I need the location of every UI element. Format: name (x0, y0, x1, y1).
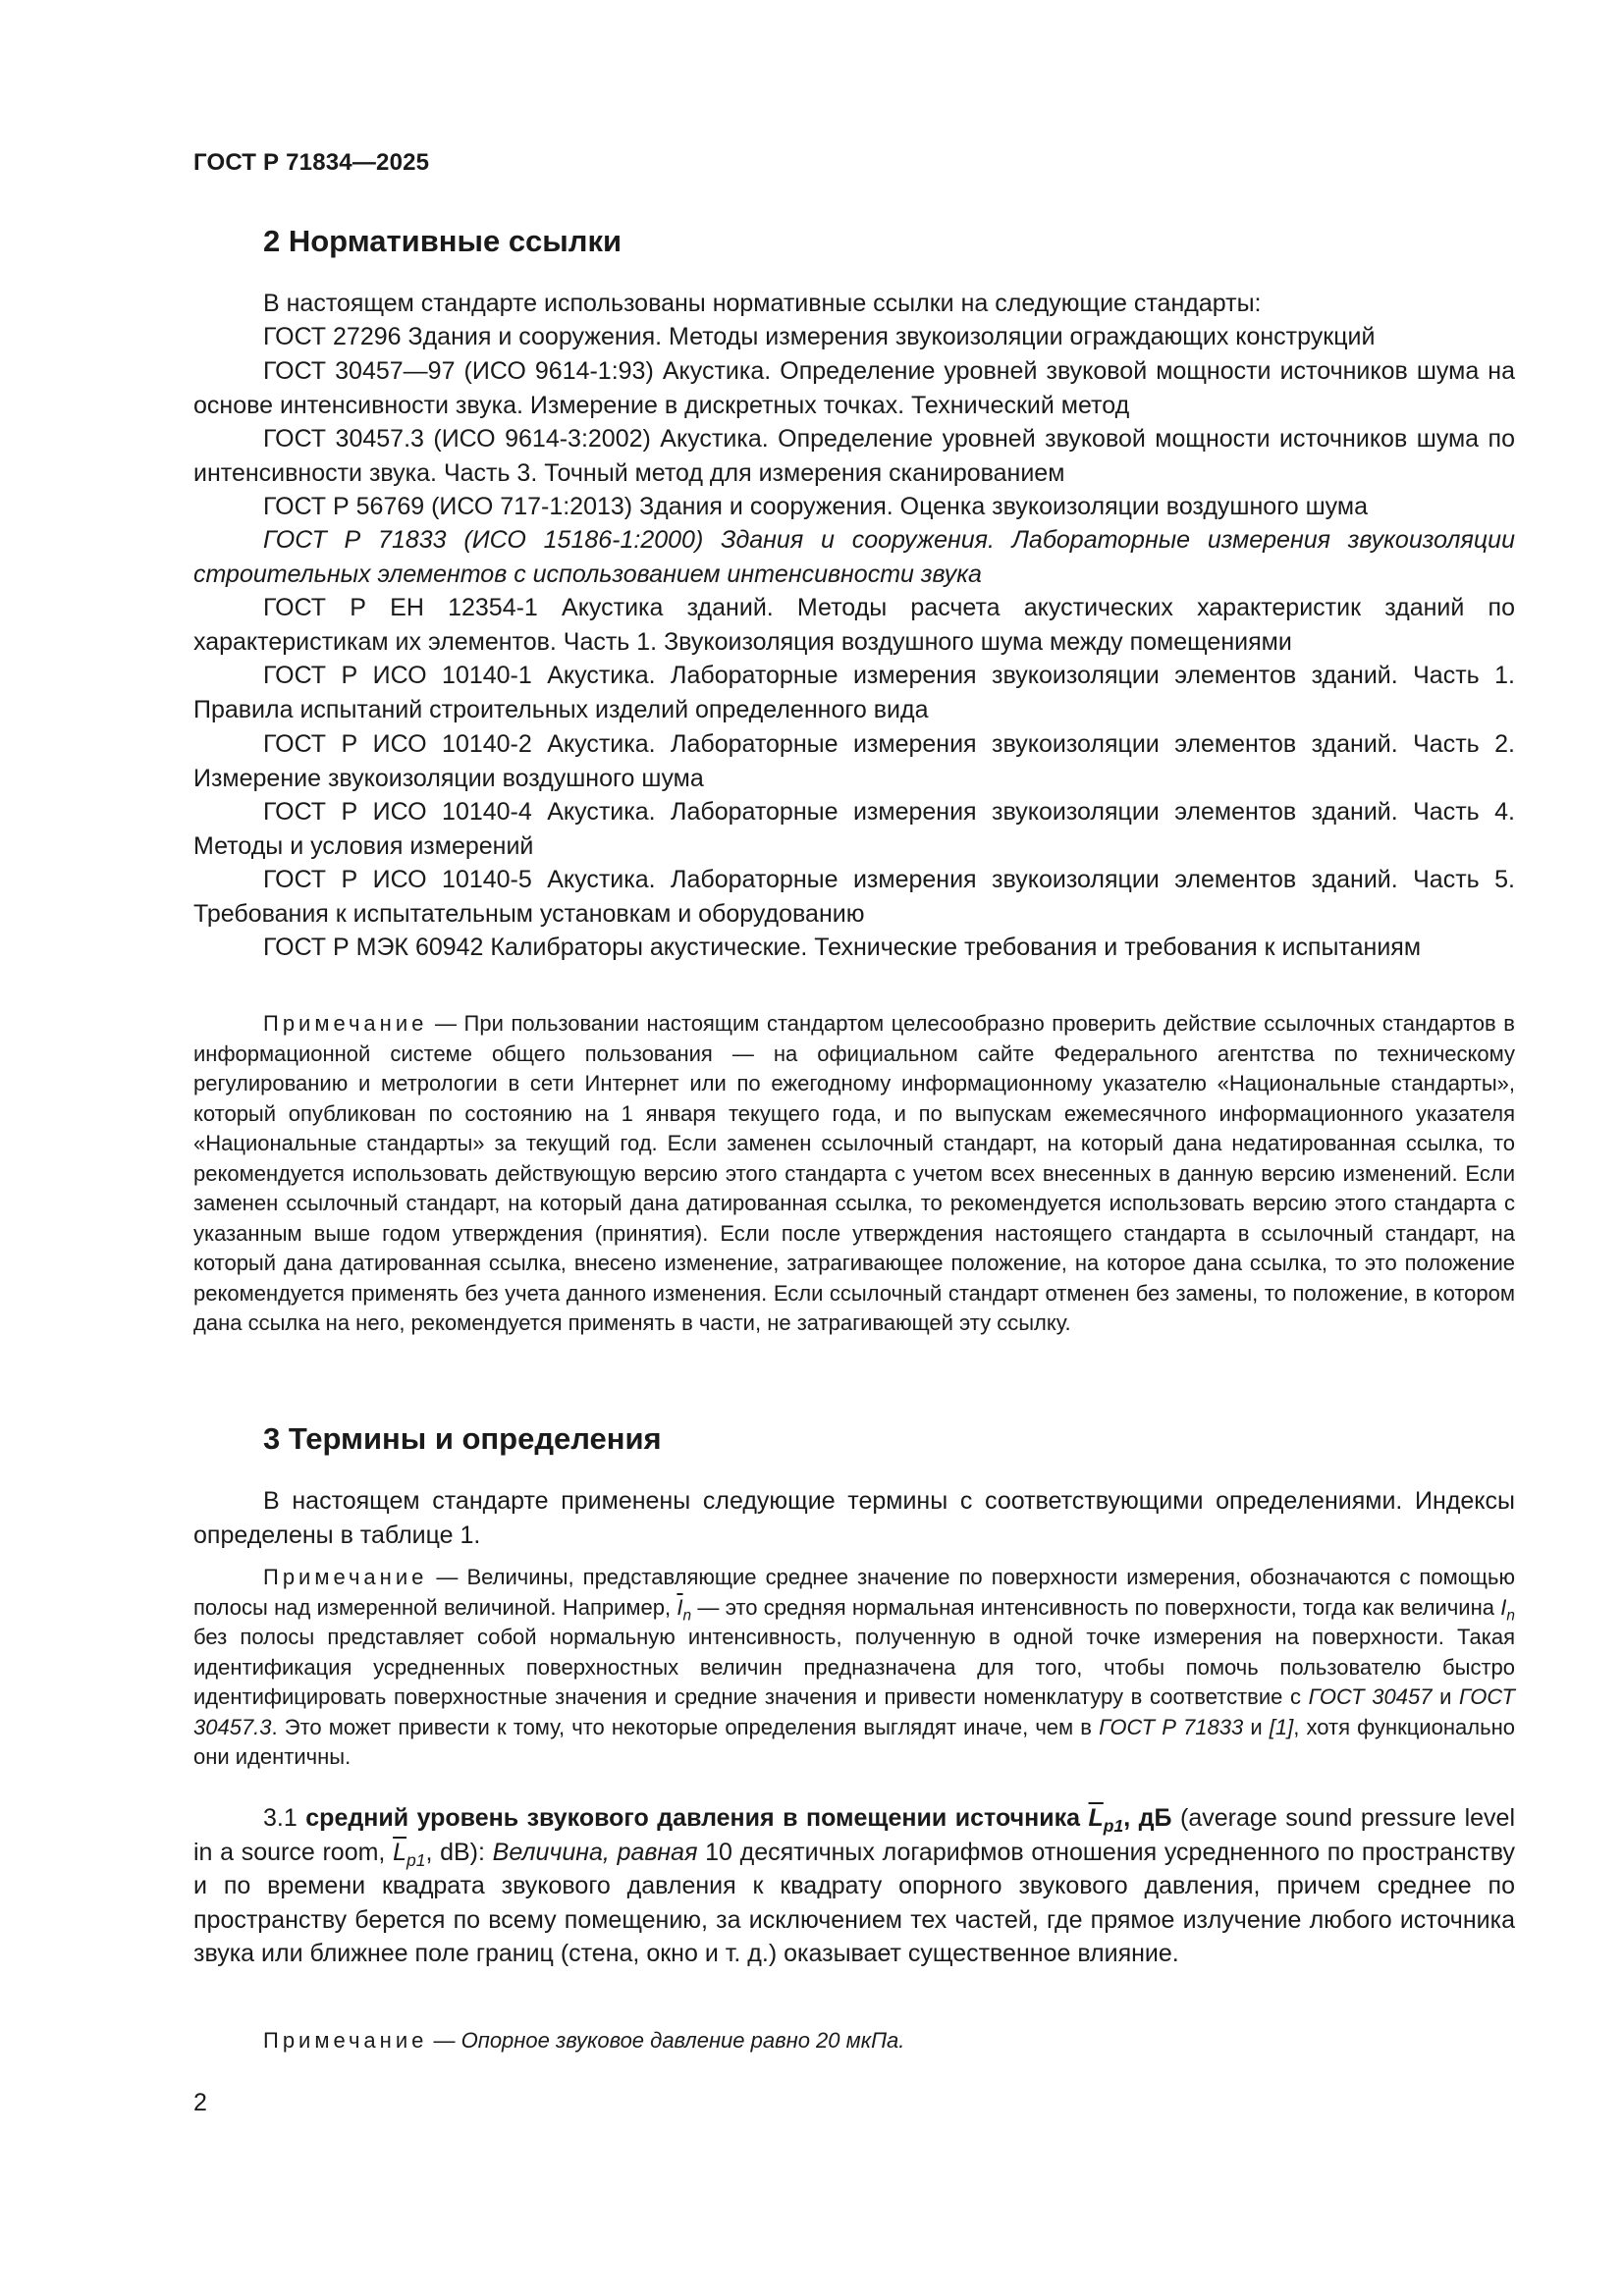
term-3-1-note: Примечание — Опорное звуковое давление равно 20 мкПа. (263, 2028, 905, 2053)
reference-item: ГОСТ 30457—97 (ИСО 9614-1:93) Акустика. Определение уровней звуковой мощности источников шума на основе интенсивности звука. Измерение в дискретных точках. Технический метод (193, 357, 1515, 419)
standard-reference: ГОСТ Р 71833 (1099, 1714, 1244, 1739)
reference-item: ГОСТ Р ИСО 10140-5 Акустика. Лабораторные измерения звукоизоляции элементов зданий. Часть 5. Требования к испытательным установкам и оборудованию (193, 866, 1515, 928)
reference-item: ГОСТ Р ИСО 10140-4 Акустика. Лабораторные измерения звукоизоляции элементов зданий. Часть 4. Методы и условия измерений (193, 798, 1515, 860)
reference-item: ГОСТ Р ЕН 12354-1 Акустика зданий. Методы расчета акустических характеристик зданий по характеристикам их элементов. Часть 1. Звукоизоляция воздушного шума между помещениями (193, 594, 1515, 656)
term-english: (average sound pressure level in a source room, (193, 1804, 1516, 1866)
term-3-1: 3.1 средний уровень звукового давления в помещении источника $\overline{L}_{p1}$, дБ (average sound pressure level in a source room, $\overline{L}_{p1}$, dB): Величина, равная 10 десятичных логарифмов отношения усредненного по пространству и по времени квадрата звукового давления к квадрату опорного звукового давления, причем среднее по пространству берется по всему помещению, за исключением тех частей, где прямое излучение любого источника звука или ближнее поле границ (стена, окно и т. д.) оказывает существенное влияние. (193, 1804, 1516, 1967)
document-header: ГОСТ Р 71834—2025 (193, 149, 430, 176)
term-symbol: $\overline{L}$ (1088, 1804, 1104, 1832)
reference-item: ГОСТ Р 71833 (ИСО 15186-1:2000) Здания и сооружения. Лабораторные измерения звукоизоляции строительных элементов с использованием интенсивности звука (193, 526, 1515, 588)
term-definition-lead: Величина, равная (492, 1838, 698, 1866)
standard-reference: ГОСТ 30457 (1308, 1684, 1433, 1709)
section-3-heading: 3 Термины и определения (263, 1421, 662, 1456)
note-label: Примечание (263, 2028, 428, 2053)
reference-item: ГОСТ Р ИСО 10140-2 Акустика. Лабораторные измерения звукоизоляции элементов зданий. Часть 2. Измерение звукоизоляции воздушного шума (193, 730, 1515, 792)
term-number: 3.1 (263, 1804, 298, 1832)
standard-reference: ГОСТ 30457.3 (193, 1684, 1515, 1739)
note-text: — При пользовании настоящим стандартом целесообразно проверить действие ссылочных стандартов в информационной системе общего пользования — на официальном сайте Федерального агентства по техническому регулированию и метрологии в сети Интернет или по ежегодному информационному указателю «Национальные стандарты», который опубликован по состоянию на 1 января текущего года, и по выпускам ежемесячного информационного указателя «Национальные стандарты» за текущий год. Если заменен ссылочный стандарт, на который дана недатированная ссылка, то рекомендуется использовать действующую версию этого стандарта с учетом всех внесенных в данную версию изменений. Если заменен ссылочный стандарт, на который дана датированная ссылка, то рекомендуется использовать версию этого стандарта с указанным выше годом утверждения (принятия). Если после утверждения настоящего стандарта в ссылочный стандарт, на который дана датированная ссылка, внесено изменение, затрагивающее положение, на которое дана ссылка, то это положение рекомендуется применять без учета данного изменения. Если ссылочный стандарт отменен без замены, то положение, в котором дана ссылка на него, рекомендуется применять в части, не затрагивающей эту ссылку. (193, 1011, 1515, 1335)
reference-item: ГОСТ Р 56769 (ИСО 717-1:2013) Здания и сооружения. Оценка звукоизоляции воздушного шума (263, 493, 1368, 520)
reference-item: ГОСТ Р ИСО 10140-1 Акустика. Лабораторные измерения звукоизоляции элементов зданий. Часть 1. Правила испытаний строительных изделий определенного вида (193, 662, 1515, 723)
section-2-heading: 2 Нормативные ссылки (263, 224, 623, 258)
reference-item: ГОСТ 27296 Здания и сооружения. Методы измерения звукоизоляции ограждающих конструкций (263, 323, 1376, 350)
intensity-symbol: I (1500, 1594, 1507, 1620)
note-label: Примечание (263, 1565, 428, 1589)
term-unit: , дБ (1123, 1804, 1172, 1832)
term-name: средний уровень звукового давления в помещении источника (305, 1804, 1080, 1832)
note-text: Опорное звуковое давление равно 20 мкПа. (460, 2028, 905, 2053)
mean-intensity-symbol: $\overline{I}$ (677, 1594, 683, 1620)
bibliography-reference: [1] (1269, 1714, 1294, 1739)
section-2-intro: В настоящем стандарте использованы нормативные ссылки на следующие стандарты: (263, 290, 1262, 317)
section-3-intro: В настоящем стандарте применены следующие термины с соответствующими определениями. Индексы определены в таблице 1. (193, 1487, 1515, 1549)
term-definition: 10 десятичных логарифмов отношения усредненного по пространству и по времени квадрата звукового давления к квадрату опорного звукового давления, причем среднее по пространству берется по всему помещению, за исключением тех частей, где прямое излучение любого источника звука или ближнее поле границ (стена, окно и т. д.) оказывает существенное влияние. (193, 1838, 1516, 1967)
section-2-note (193, 1009, 1515, 1339)
page-number: 2 (193, 2089, 207, 2116)
section-3-note: Примечание — Величины, представляющие среднее значение по поверхности измерения, обозначаются с помощью полосы над измеренной величиной. Например, $\overline{I}_n$ — это средняя нормальная интенсивность по поверхности, тогда как величина $I_n$ без полосы представляет собой нормальную интенсивность, полученную в одной точке измерения на поверхности. Такая идентификация усредненных поверхностных величин предназначена для того, чтобы помочь пользователю быстро идентифицировать поверхностные значения и средние значения и привести номенклатуру в соответствие с ГОСТ 30457 и ГОСТ 30457.3. Это может привести к тому, что некоторые определения выглядят иначе, чем в ГОСТ Р 71833 и [1], хотя функционально они идентичны. (193, 1565, 1515, 1769)
reference-item: ГОСТ Р МЭК 60942 Калибраторы акустические. Технические требования и требования к испытаниям (263, 934, 1422, 961)
note-label: Примечание (263, 1011, 428, 1036)
reference-item: ГОСТ 30457.3 (ИСО 9614-3:2002) Акустика. Определение уровней звуковой мощности источников шума по интенсивности звука. Часть 3. Точный метод для измерения сканированием (193, 425, 1515, 487)
